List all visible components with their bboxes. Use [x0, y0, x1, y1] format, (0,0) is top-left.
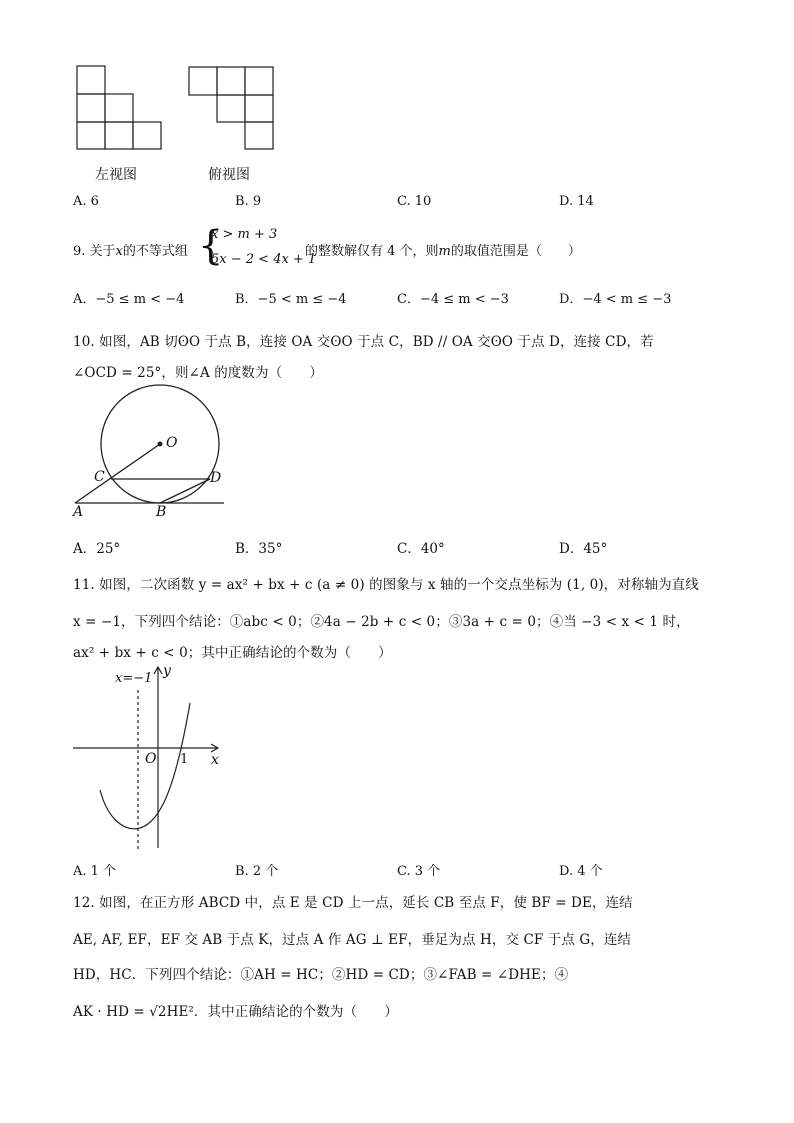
- q12-stem-line3: HD，HC．下列四个结论：①AH = HC；②HD = CD；③∠FAB = ∠DHE；④: [73, 967, 569, 983]
- q8-option-b: B. 9: [235, 194, 262, 209]
- q10-label-B: B: [156, 504, 167, 520]
- q9-option-c: C．−4 ≤ m < −3: [397, 292, 509, 307]
- q9-system-brace: {: [198, 223, 224, 269]
- q11-stem-line1: 11. 如图，二次函数 y = ax² + bx + c (a ≠ 0) 的图象与 x 轴的一个交点坐标为 (1, 0)，对称轴为直线: [73, 577, 699, 593]
- q8-option-c: C. 10: [397, 194, 432, 209]
- q10-option-c: C．40°: [397, 541, 445, 557]
- q11-x-axis-label: x: [211, 752, 219, 768]
- q10-stem-line2: ∠OCD = 25°，则∠A 的度数为（ ）: [73, 365, 324, 381]
- q11-option-b: B. 2 个: [235, 864, 279, 879]
- q10-stem-line1: 10. 如图，AB 切ʘO 于点 B，连接 OA 交ʘO 于点 C，BD // OA 交ʘO 于点 D，连接 CD，若: [73, 334, 654, 350]
- q10-option-a: A．25°: [73, 541, 121, 557]
- q11-option-c: C. 3 个: [397, 864, 441, 879]
- q9-stem-tail: 的整数解仅有 4 个，则m的取值范围是（ ）: [305, 244, 581, 259]
- top-view-caption: 俯视图: [208, 167, 250, 183]
- q12-stem-line2: AE, AF, EF，EF 交 AB 于点 K，过点 A 作 AG ⊥ EF，垂足为点 H，交 CF 于点 G，连结: [73, 932, 632, 948]
- q11-option-d: D. 4 个: [559, 864, 603, 879]
- q10-label-A: A: [73, 504, 84, 520]
- q11-stem-line3: ax² + bx + c < 0；其中正确结论的个数为（ ）: [73, 645, 392, 661]
- q9-stem: 9. 关于x的不等式组: [73, 244, 188, 259]
- q11-y-axis-label: y: [163, 663, 171, 679]
- q8-option-a: A. 6: [73, 194, 99, 209]
- q10-option-d: D．45°: [559, 541, 608, 557]
- q10-label-D: D: [210, 470, 222, 486]
- q9-inequality-2: 5x − 2 < 4x + 1: [211, 252, 317, 267]
- q10-label-O: O: [166, 435, 178, 451]
- q10-option-b: B．35°: [235, 541, 283, 557]
- q11-origin-label: O: [145, 751, 157, 767]
- q11-option-a: A. 1 个: [73, 864, 117, 879]
- q9-option-d: D．−4 < m ≤ −3: [559, 292, 672, 307]
- left-view-caption: 左视图: [95, 167, 137, 183]
- q11-one-label: 1: [180, 752, 189, 767]
- q11-stem-line2: x = −1，下列四个结论：①abc < 0；②4a − 2b + c < 0；③3a + c = 0；④当 −3 < x < 1 时，: [73, 614, 690, 630]
- q9-inequality-1: x > m + 3: [211, 227, 278, 242]
- q12-stem-line4: AK · HD = √2HE²．其中正确结论的个数为（ ）: [73, 1004, 398, 1020]
- q9-option-a: A．−5 ≤ m < −4: [73, 292, 185, 307]
- q10-label-C: C: [94, 469, 105, 485]
- q9-option-b: B．−5 < m ≤ −4: [235, 292, 347, 307]
- q11-axis-equation-label: x=−1: [115, 671, 153, 686]
- q8-option-d: D. 14: [559, 194, 594, 209]
- q12-stem-line1: 12. 如图，在正方形 ABCD 中，点 E 是 CD 上一点，延长 CB 至点 F，使 BF = DE，连结: [73, 895, 633, 911]
